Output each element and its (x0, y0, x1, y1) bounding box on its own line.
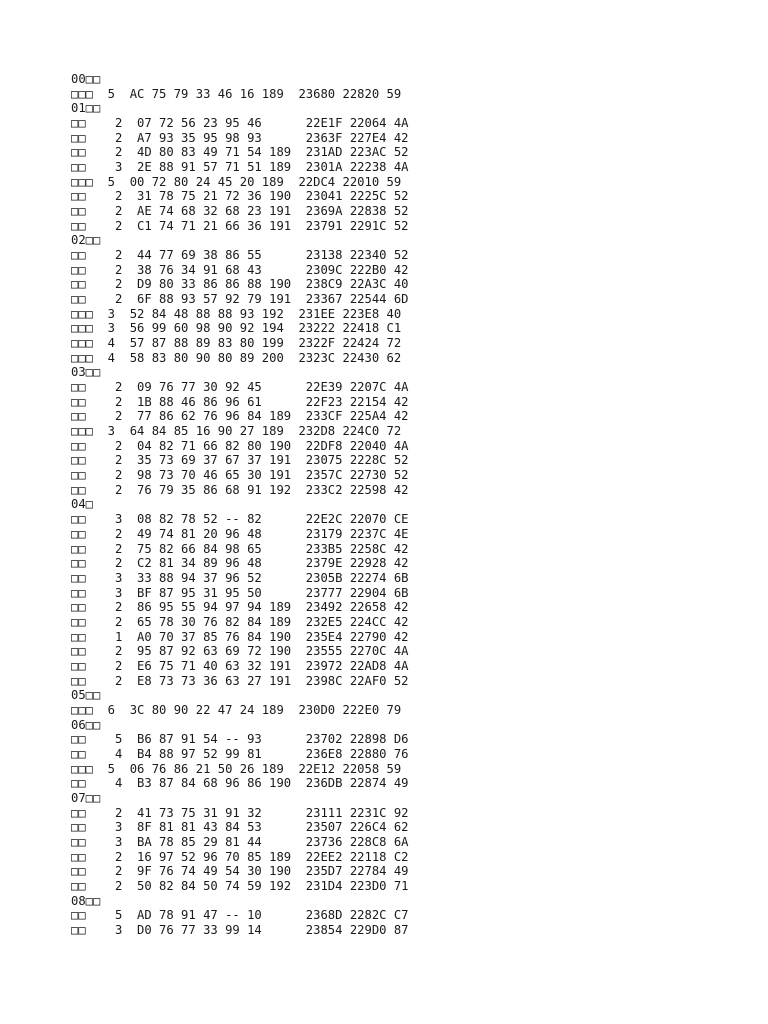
text-line: 04□ (71, 497, 94, 512)
text-line: □□ 2 49 74 81 20 96 48 23179 2237C 4E (71, 526, 409, 541)
text-line: □□ 2 65 78 30 76 82 84 189 232E5 224CC 42 (71, 614, 409, 629)
text-line: □□ 5 AD 78 91 47 -- 10 2368D 2282C C7 (71, 908, 409, 923)
text-line: □□ 2 E6 75 71 40 63 32 191 23972 22AD8 4A (71, 658, 409, 673)
text-line: □□ 3 33 88 94 37 96 52 2305B 22274 6B (71, 570, 409, 585)
text-line: 03□□ (71, 365, 101, 380)
text-line: □□ 3 8F 81 81 43 84 53 23507 226C4 62 (71, 820, 409, 835)
text-line: □□ 3 BF 87 95 31 95 50 23777 22904 6B (71, 585, 409, 600)
text-line: 08□□ (71, 893, 101, 908)
text-line: 06□□ (71, 717, 101, 732)
text-line: □□ 2 41 73 75 31 91 32 23111 2231C 92 (71, 805, 409, 820)
text-line: □□ 2 E8 73 73 36 63 27 191 2398C 22AF0 52 (71, 673, 409, 688)
text-line: □□ 2 75 82 66 84 98 65 233B5 2258C 42 (71, 541, 409, 556)
text-line: □□ 2 77 86 62 76 96 84 189 233CF 225A4 42 (71, 409, 409, 424)
text-line: □□ 2 4D 80 83 49 71 54 189 231AD 223AC 52 (71, 145, 409, 160)
text-line: □□□ 3 64 84 85 16 90 27 189 232D8 224C0 72 (71, 424, 402, 439)
text-line: □□ 1 A0 70 37 85 76 84 190 235E4 22790 42 (71, 629, 409, 644)
text-line: □□ 2 07 72 56 23 95 46 22E1F 22064 4A (71, 116, 409, 131)
text-line: □□ 3 08 82 78 52 -- 82 22E2C 22070 CE (71, 512, 409, 527)
text-line: □□ 2 C1 74 71 21 66 36 191 23791 2291C 52 (71, 218, 409, 233)
text-line: □□ 2 76 79 35 86 68 91 192 233C2 22598 42 (71, 482, 409, 497)
text-line: 07□□ (71, 790, 101, 805)
text-line: 00□□ (71, 72, 101, 86)
text-line: □□□ 3 56 99 60 98 90 92 194 23222 22418 C1 (71, 321, 402, 336)
text-line: □□ 3 2E 88 91 57 71 51 189 2301A 22238 4A (71, 160, 409, 175)
text-document (71, 72, 751, 938)
text-line: □□ 2 44 77 69 38 86 55 23138 22340 52 (71, 248, 409, 263)
text-line: □□ 3 BA 78 85 29 81 44 23736 228C8 6A (71, 834, 409, 849)
text-line: □□ 2 31 78 75 21 72 36 190 23041 2225C 52 (71, 189, 409, 204)
text-line: □□ 2 9F 76 74 49 54 30 190 235D7 22784 49 (71, 864, 409, 879)
text-line: □□□ 4 57 87 88 89 83 80 199 2322F 22424 72 (71, 336, 402, 351)
text-line: □□ 2 95 87 92 63 69 72 190 23555 2270C 4A (71, 644, 409, 659)
text-line: □□□ 5 06 76 86 21 50 26 189 22E12 22058 59 (71, 761, 402, 776)
text-line: □□ 2 6F 88 93 57 92 79 191 23367 22544 6D (71, 292, 409, 307)
text-line: □□□ 3 52 84 48 88 88 93 192 231EE 223E8 40 (71, 306, 402, 321)
text-line: □□ 2 09 76 77 30 92 45 22E39 2207C 4A (71, 380, 409, 395)
text-line: 01□□ (71, 101, 101, 116)
text-line: □□ 4 B3 87 84 68 96 86 190 236DB 22874 49 (71, 776, 409, 791)
text-line: 05□□ (71, 688, 101, 703)
text-line: □□ 2 86 95 55 94 97 94 189 23492 22658 42 (71, 600, 409, 615)
text-line: □□ 2 D9 80 33 86 86 88 190 238C9 22A3C 40 (71, 277, 409, 292)
text-line: □□ 3 D0 76 77 33 99 14 23854 229D0 87 (71, 922, 409, 937)
text-line: □□ 4 B4 88 97 52 99 81 236E8 22880 76 (71, 746, 409, 761)
text-line: □□ 5 B6 87 91 54 -- 93 23702 22898 D6 (71, 732, 409, 747)
text-line: □□ 2 35 73 69 37 67 37 191 23075 2228C 52 (71, 453, 409, 468)
text-line: □□ 2 38 76 34 91 68 43 2309C 222B0 42 (71, 262, 409, 277)
text-line: □□□ 5 00 72 80 24 45 20 189 22DC4 22010 59 (71, 174, 402, 189)
text-line: 02□□ (71, 233, 101, 248)
text-line: □□ 2 A7 93 35 95 98 93 2363F 227E4 42 (71, 130, 409, 145)
text-line: □□ 2 C2 81 34 89 96 48 2379E 22928 42 (71, 556, 409, 571)
text-line: □□□ 5 AC 75 79 33 46 16 189 23680 22820 59 (71, 86, 402, 101)
text-line: □□ 2 1B 88 46 86 96 61 22F23 22154 42 (71, 394, 409, 409)
text-line: □□□ 4 58 83 80 90 80 89 200 2323C 22430 62 (71, 350, 402, 365)
text-line: □□ 2 98 73 70 46 65 30 191 2357C 22730 52 (71, 468, 409, 483)
text-line: □□ 2 50 82 84 50 74 59 192 231D4 223D0 71 (71, 878, 409, 893)
text-line: □□□ 6 3C 80 90 22 47 24 189 230D0 222E0 79 (71, 702, 402, 717)
text-line: □□ 2 04 82 71 66 82 80 190 22DF8 22040 4A (71, 438, 409, 453)
text-line: □□ 2 AE 74 68 32 68 23 191 2369A 22838 52 (71, 204, 409, 219)
text-line: □□ 2 16 97 52 96 70 85 189 22EE2 22118 C2 (71, 849, 409, 864)
